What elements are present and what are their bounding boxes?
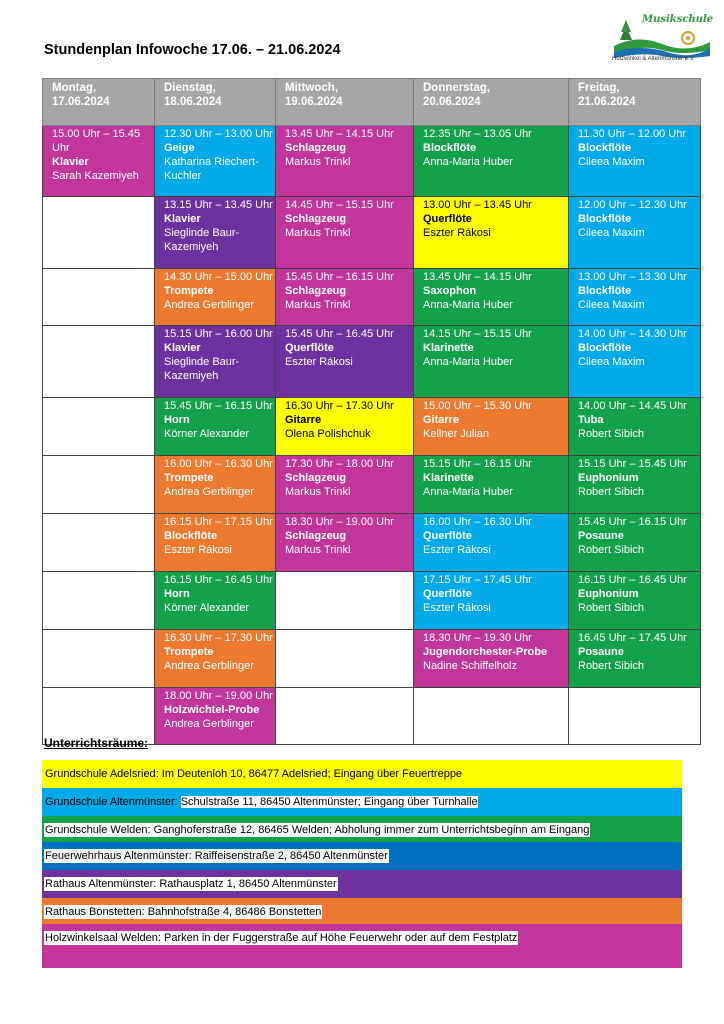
lesson-cell-friday [569,398,701,456]
lesson-time: 18.30 Uhr – 19.30 Uhr [423,632,532,644]
lesson-instrument: Trompete [164,285,214,297]
lesson-cell-wednesday [276,572,414,630]
lesson-cell-wednesday [276,688,414,745]
lesson-teacher: Robert Sibich [578,486,645,498]
lesson-instrument: Blockflöte [164,530,218,542]
header-monday: Montag, 17.06.2024 [43,79,155,126]
room-text: Rathaus Bonstetten: Bahnhofstraße 4, 86486 Bonstetten [45,906,322,918]
lesson-time: 14.30 Uhr – 15.00 Uhr [164,271,273,283]
lesson-cell-friday [569,326,701,398]
lesson-cell-tuesday [155,630,276,688]
lesson-teacher: Cileea Maxim [578,299,645,311]
logo-subtitle: Holzwinkel & Altenmünster e.V. [612,56,695,62]
room-text: Rathaus Altenmünster: Rathausplatz 1, 86450 Altenmünster [45,878,337,890]
lesson-time: 16.00 Uhr – 16.30 Uhr [164,458,273,470]
lesson-teacher: Markus Trinkl [285,156,351,168]
lesson-time: 13.15 Uhr – 13.45 Uhr [164,199,273,211]
lesson-time: 11.30 Uhr – 12.00 Uhr [578,128,687,140]
lesson-cell-monday [43,514,155,572]
room-name: Grundschule Altenmünster: [45,796,178,808]
lesson-cell-thursday [414,456,569,514]
lesson-teacher: Anna-Maria Huber [423,356,513,368]
lesson-teacher: Eszter Rákosi [164,544,232,556]
lesson-teacher: Sieglinde Baur-Kazemiyeh [164,227,240,253]
header-wednesday: Mittwoch, 19.06.2024 [276,79,414,126]
schedule-row [43,572,701,630]
lesson-cell-friday [569,572,701,630]
lesson-teacher: Robert Sibich [578,660,645,672]
room-text [44,795,479,809]
room-entry [42,870,682,898]
lesson-time: 15.15 Uhr – 15.45 Uhr [578,458,687,470]
lesson-instrument: Schlagzeug [285,142,347,154]
lesson-teacher: Körner Alexander [164,602,249,614]
lesson-time: 16.30 Uhr – 17.30 Uhr [285,400,394,412]
lesson-teacher: Anna-Maria Huber [423,299,513,311]
lesson-time: 15.00 Uhr – 15.30 Uhr [423,400,532,412]
lesson-time: 13.45 Uhr – 14.15 Uhr [285,128,394,140]
lesson-teacher: Markus Trinkl [285,544,351,556]
room-address: Schulstraße 11, 86450 Altenmünster; Eingang über Turnhalle [180,796,478,808]
lesson-teacher: Robert Sibich [578,544,645,556]
rooms-heading: Unterrichtsräume: [44,736,149,750]
schedule-row [43,197,701,269]
lesson-cell-friday [569,197,701,269]
lesson-cell-wednesday [276,514,414,572]
lesson-cell-tuesday [155,688,276,745]
lesson-teacher: Anna-Maria Huber [423,156,513,168]
lesson-cell-monday [43,456,155,514]
room-entry [42,788,682,816]
lesson-instrument: Saxophon [423,285,477,297]
lesson-instrument: Querflöte [423,588,472,600]
lesson-cell-tuesday [155,197,276,269]
room-entry [42,842,682,870]
lesson-cell-tuesday [155,572,276,630]
lesson-time: 15.15 Uhr – 16.00 Uhr [164,328,273,340]
lesson-time: 16.15 Uhr – 16.45 Uhr [164,574,273,586]
lesson-teacher: Kellner Julian [423,428,490,440]
lesson-cell-wednesday [276,126,414,197]
lesson-cell-tuesday [155,398,276,456]
lesson-instrument: Schlagzeug [285,530,347,542]
lesson-cell-monday [43,398,155,456]
lesson-teacher: Eszter Rákosi [423,602,491,614]
lesson-time: 15.45 Uhr – 16.15 Uhr [578,516,687,528]
lesson-instrument: Gitarre [285,414,322,426]
lesson-time: 14.00 Uhr – 14.45 Uhr [578,400,687,412]
lesson-time: 16.15 Uhr – 17.15 Uhr [164,516,273,528]
lesson-teacher: Markus Trinkl [285,227,351,239]
lesson-time: 13.00 Uhr – 13.30 Uhr [578,271,687,283]
lesson-instrument: Posaune [578,646,624,658]
lesson-time: 17.15 Uhr – 17.45 Uhr [423,574,532,586]
lesson-instrument: Posaune [578,530,624,542]
schedule-row [43,269,701,326]
lesson-instrument: Schlagzeug [285,472,347,484]
room-entry [42,924,682,968]
schedule-header-row [43,79,701,126]
lesson-cell-thursday [414,572,569,630]
lesson-cell-friday [569,630,701,688]
lesson-teacher: Andrea Gerblinger [164,660,254,672]
lesson-instrument: Klavier [164,342,201,354]
lesson-time: 16.45 Uhr – 17.45 Uhr [578,632,687,644]
lesson-cell-friday [569,688,701,745]
lesson-teacher: Andrea Gerblinger [164,718,254,730]
lesson-instrument: Tuba [578,414,604,426]
school-logo [612,14,714,72]
lesson-teacher: Katharina Riechert-Kuchler [164,156,259,182]
schedule-row [43,398,701,456]
lesson-instrument: Schlagzeug [285,285,347,297]
lesson-teacher: Robert Sibich [578,602,645,614]
lesson-cell-tuesday [155,456,276,514]
lesson-cell-thursday [414,197,569,269]
lesson-cell-thursday [414,126,569,197]
lesson-teacher: Olena Polishchuk [285,428,371,440]
lesson-cell-wednesday [276,197,414,269]
lesson-teacher: Nadine Schiffelholz [423,660,517,672]
header-tuesday: Dienstag, 18.06.2024 [155,79,276,126]
lesson-cell-monday [43,126,155,197]
schedule-row [43,456,701,514]
room-text: Grundschule Welden: Ganghoferstraße 12, 86465 Welden; Abholung immer zum Unterrichtsbeginn am Eingang [45,824,590,836]
room-text: Holzwinkelsaal Welden: Parken in der Fuggerstraße auf Höhe Feuerwehr oder auf dem Festplatz [45,932,518,944]
lesson-time: 15.45 Uhr – 16.15 Uhr [164,400,273,412]
lesson-cell-thursday [414,630,569,688]
lesson-cell-monday [43,269,155,326]
lesson-cell-wednesday [276,269,414,326]
lesson-cell-friday [569,126,701,197]
lesson-cell-thursday [414,398,569,456]
page-title: Stundenplan Infowoche 17.06. – 21.06.2024 [44,42,341,58]
lesson-instrument: Trompete [164,646,214,658]
lesson-teacher: Andrea Gerblinger [164,486,254,498]
lesson-instrument: Klarinette [423,472,474,484]
room-entry [42,898,682,924]
lesson-instrument: Horn [164,414,190,426]
room-text: Feuerwehrhaus Altenmünster: Raiffeisenstraße 2, 86450 Altenmünster [45,850,388,862]
lesson-cell-thursday [414,269,569,326]
lesson-instrument: Blockflöte [578,342,632,354]
lesson-teacher: Robert Sibich [578,428,645,440]
lesson-teacher: Cileea Maxim [578,227,645,239]
lesson-instrument: Schlagzeug [285,213,347,225]
lesson-instrument: Jugendorchester-Probe [423,646,548,658]
room-entry [42,816,682,842]
lesson-time: 13.45 Uhr – 14.15 Uhr [423,271,532,283]
lesson-time: 15.45 Uhr – 16.45 Uhr [285,328,394,340]
lesson-teacher: Andrea Gerblinger [164,299,254,311]
lesson-cell-friday [569,269,701,326]
lesson-instrument: Klavier [52,156,89,168]
lesson-instrument: Euphonium [578,588,639,600]
lesson-cell-wednesday [276,456,414,514]
schedule-row [43,126,701,197]
lesson-teacher: Sarah Kazemiyeh [52,170,139,182]
lesson-time: 12.00 Uhr – 12.30 Uhr [578,199,687,211]
lesson-cell-wednesday [276,326,414,398]
lesson-cell-monday [43,572,155,630]
lesson-time: 18.00 Uhr – 19.00 Uhr [164,690,273,702]
logo-name: Musikschule [642,14,714,25]
lesson-cell-monday [43,326,155,398]
lesson-teacher: Eszter Rákosi [285,356,353,368]
lesson-time: 18.30 Uhr – 19.00 Uhr [285,516,394,528]
lesson-cell-monday [43,630,155,688]
schedule-row [43,326,701,398]
lesson-cell-tuesday [155,126,276,197]
lesson-teacher: Cileea Maxim [578,156,645,168]
schedule-table [42,78,701,745]
lesson-cell-tuesday [155,326,276,398]
lesson-time: 13.00 Uhr – 13.45 Uhr [423,199,532,211]
lesson-cell-thursday [414,688,569,745]
lesson-instrument: Querflöte [423,213,472,225]
schedule-row [43,514,701,572]
lesson-teacher: Markus Trinkl [285,486,351,498]
lesson-cell-thursday [414,326,569,398]
lesson-cell-friday [569,514,701,572]
lesson-instrument: Klarinette [423,342,474,354]
lesson-time: 15.00 Uhr – 15.45 Uhr [52,128,141,154]
lesson-instrument: Geige [164,142,195,154]
lesson-time: 15.15 Uhr – 16.15 Uhr [423,458,532,470]
room-entry [42,760,682,788]
lesson-cell-wednesday [276,630,414,688]
lesson-time: 12.35 Uhr – 13.05 Uhr [423,128,532,140]
lesson-time: 12.30 Uhr – 13.00 Uhr [164,128,273,140]
lesson-time: 16.00 Uhr – 16.30 Uhr [423,516,532,528]
schedule-row [43,630,701,688]
lesson-teacher: Cileea Maxim [578,356,645,368]
lesson-teacher: Eszter Rákosi [423,544,491,556]
lesson-instrument: Blockflöte [578,213,632,225]
lesson-time: 17.30 Uhr – 18.00 Uhr [285,458,394,470]
header-thursday: Donnerstag, 20.06.2024 [414,79,569,126]
lesson-teacher: Anna-Maria Huber [423,486,513,498]
lesson-time: 14.45 Uhr – 15.15 Uhr [285,199,394,211]
lesson-time: 14.00 Uhr – 14.30 Uhr [578,328,687,340]
lesson-instrument: Gitarre [423,414,460,426]
lesson-teacher: Eszter Rákosi [423,227,491,239]
lesson-time: 14.15 Uhr – 15.15 Uhr [423,328,532,340]
lesson-instrument: Klavier [164,213,201,225]
lesson-cell-thursday [414,514,569,572]
lesson-time: 16.15 Uhr – 16.45 Uhr [578,574,687,586]
lesson-teacher: Markus Trinkl [285,299,351,311]
lesson-time: 15.45 Uhr – 16.15 Uhr [285,271,394,283]
lesson-instrument: Holzwichtel-Probe [164,704,260,716]
lesson-teacher: Sieglinde Baur-Kazemiyeh [164,356,240,382]
lesson-instrument: Querflöte [285,342,334,354]
lesson-cell-tuesday [155,514,276,572]
lesson-instrument: Querflöte [423,530,472,542]
header-friday: Freitag, 21.06.2024 [569,79,701,126]
lesson-teacher: Körner Alexander [164,428,249,440]
lesson-instrument: Euphonium [578,472,639,484]
lesson-cell-tuesday [155,269,276,326]
lesson-time: 16.30 Uhr – 17.30 Uhr [164,632,273,644]
lesson-instrument: Blockflöte [423,142,477,154]
lesson-instrument: Trompete [164,472,214,484]
lesson-cell-friday [569,456,701,514]
lesson-cell-monday [43,197,155,269]
lesson-instrument: Blockflöte [578,285,632,297]
room-text: Grundschule Adelsried: Im Deutenloh 10, 86477 Adelsried; Eingang über Feuertreppe [45,768,463,780]
lesson-cell-wednesday [276,398,414,456]
lesson-instrument: Blockflöte [578,142,632,154]
lesson-instrument: Horn [164,588,190,600]
